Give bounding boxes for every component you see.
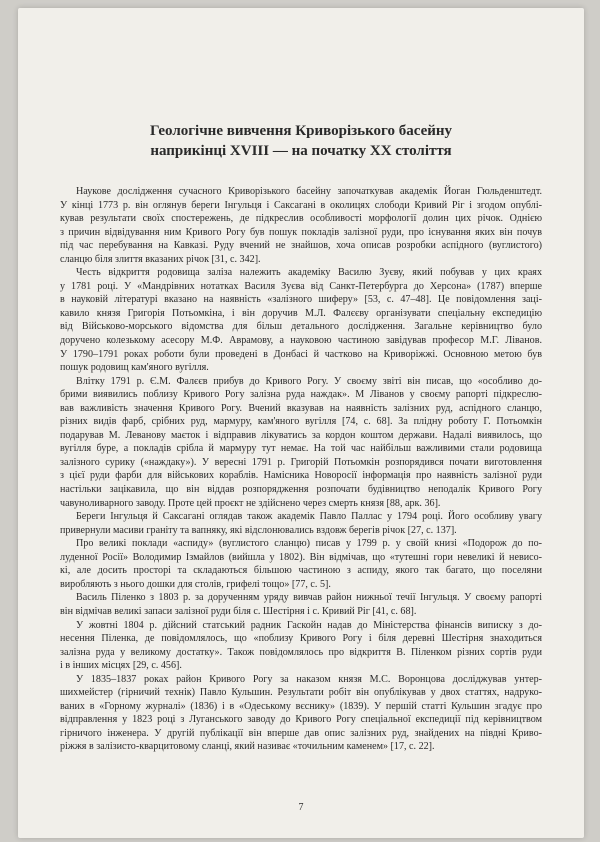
text-line: У 1790–1791 роках роботи були проведені в Донбасі й частково на Криворіжжі. Основною метою був bbox=[60, 348, 542, 360]
text-line: Василь Піленко з 1803 р. за дорученням уряду вивчав район нижньої течії Інгульця. У своєму рапорті bbox=[76, 592, 542, 604]
text-line: У кінці 1773 р. він оглянув береги Інгульця і Саксагані в околицях слободи Кривий Ріг і згодом опублі- bbox=[60, 199, 542, 211]
text-line: сланцю біля злиття вказаних річок [31, с. 342]. bbox=[60, 253, 261, 265]
text-line: різних видів фарб, срібних руд, мармуру, кам'яного вугілля [74, с. 68]. За плідну роботу Г. Потьомкін bbox=[60, 416, 542, 428]
paragraph bbox=[60, 266, 542, 374]
text-line: чавуноливарного заводу. Проте цей проєкт не здійснено через смерть князя [88, арк. 36]. bbox=[60, 497, 441, 509]
text-line: виробляють з нього дошки для столів, грифелі тощо» [77, с. 5]. bbox=[60, 578, 331, 590]
paragraph bbox=[60, 185, 542, 266]
body-text bbox=[60, 185, 542, 754]
chapter-title bbox=[18, 121, 584, 161]
paragraph bbox=[60, 537, 542, 591]
text-line: залізна руда у великому достатку». Також повідомлялось про відкриття В. Піленком різних сортів руди bbox=[60, 646, 542, 658]
text-line: відправлення у 1823 році з Луганського заводу до Кривого Рогу спеціальної експедиції під керівництвом bbox=[60, 714, 542, 726]
text-line: кі, але досить просторі та складаються більшою частиною з аспиду, якого так багато, що поселяни bbox=[60, 565, 542, 577]
page-number: 7 bbox=[298, 802, 304, 813]
text-line: залізного сурику («наждаку»). У вересні 1791 р. Григорій Потьомкін розпорядився почати виготовлення bbox=[60, 456, 542, 468]
text-line: ваних в «Горному журналі» (1836) і в «Одеському вєснику» (1839). У першій статті Кульшин згадує про bbox=[60, 700, 542, 712]
text-line: Честь відкриття родовища заліза належить академіку Василю Зуєву, який побував у цих краях bbox=[76, 267, 542, 279]
book-page bbox=[18, 8, 584, 838]
paragraph bbox=[60, 673, 542, 754]
text-line: і в інших місцях [29, с. 456]. bbox=[60, 660, 182, 672]
paragraph bbox=[60, 619, 542, 673]
text-line: настільки зацікавила, що він віддав розпорядження розпочати будівництво неподалік Кривого Рогу bbox=[60, 484, 542, 496]
text-line: Про великі поклади «аспиду» (вуглистого сланцю) писав у 1799 р. у своїй книзі «Подорож до по- bbox=[76, 538, 542, 550]
text-line: вугілля буре, а покладів срібла й мармуру тут немає. На той час найбільш важливими стали родовища bbox=[60, 443, 542, 455]
text-line: пошук родовищ кам'яного вугілля. bbox=[60, 362, 209, 374]
text-line: він відмічав великі запаси залізної руди біля с. Шестірня і с. Кривий Ріг [41, с. 68]. bbox=[60, 605, 417, 617]
text-line: кавило князя Григорія Потьомкіна, і він доручив М.Л. Фалєєву організувати спеціальну експедицію bbox=[60, 307, 542, 319]
text-line: луденної Росії» Володимир Ізмайлов (вийшла у 1802). Він відмічав, що «тутешні гори невеликі й невисо- bbox=[60, 551, 542, 563]
text-line: У 1835–1837 роках район Кривого Рогу за наказом князя М.С. Воронцова досліджував унтер- bbox=[76, 673, 542, 685]
chapter-title-line-1: Геологічне вивчення Криворізького басейну bbox=[149, 123, 453, 139]
text-line: Береги Інгульця й Саксагані оглядав також академік Павло Паллас у 1794 році. Його особливу увагу bbox=[76, 511, 542, 523]
text-line: У жовтні 1804 р. дійсний статський радник Гаскойн надав до Міністерства фінансів виписку з до- bbox=[76, 619, 542, 631]
text-line: від Військово-морського відомства для більш детального дослідження. Загальне керівництво було bbox=[60, 321, 542, 333]
chapter-title-line-2: наприкінці XVIII — на початку XX століття bbox=[150, 143, 452, 159]
paragraph bbox=[60, 375, 542, 510]
text-line: шихмейстер (гірничий технік) Павло Кульшин. Результати робіт він опублікував у двох статтях, надруко- bbox=[60, 687, 542, 699]
text-line: Влітку 1791 р. Є.М. Фалєєв прибув до Кривого Рогу. У своєму звіті він писав, що «особливо до- bbox=[76, 375, 542, 387]
text-line: Наукове дослідження сучасного Криворізького басейну започаткував академік Йоган Гюльденштедт. bbox=[76, 186, 542, 197]
text-line: з цієї руди фарби для військових кораблів. Намісника Новоросії інформація про наявність залізної руди bbox=[60, 470, 542, 482]
text-line: ріжжя в залізисто-кварцитовому сланці, який називає «точильним каменем» [17, с. 22]. bbox=[60, 741, 435, 753]
text-line: несення Піленка, де повідомлялось, що «поблизу Кривого Рогу і біля деревні Шестірня знаходиться bbox=[60, 633, 542, 645]
text-line: з причин відвідування ним Кривого Рогу був пошук покладів залізної руди, про існування яких він почув bbox=[60, 226, 542, 238]
paragraph bbox=[60, 591, 542, 618]
text-line: доручено колезькому асесору М.Ф. Аврамову, а науковою частиною завідував професор М.Г. Лівaнов. bbox=[60, 335, 542, 347]
text-line: під час перебування на Кавказі. Руду вчений не знайшов, хоча описав розробки аспідного (вуглистого) bbox=[60, 240, 542, 252]
text-line: в науковій літературі вказано на наявність «залізного шиферу» [53, с. 47–48]. Це повідомлення заці- bbox=[60, 294, 542, 306]
text-line: привернули масиви граніту та вапняку, які відслонювались вздовж берегів річок [27, с. 137]. bbox=[60, 524, 457, 536]
text-line: кував результати своїх спостережень, де підкреслив особливості морфології долин цих річок. Однією bbox=[60, 213, 542, 225]
text-line: брими виявились поблизу Кривого Рогу залізна руда наждак». М Лівaнов у своєму рапорті підкреслю- bbox=[60, 389, 542, 401]
text-line: у 1781 році. У «Мандрівних нотатках Василя Зуєва від Санкт-Петербурга до Херсона» (1787) вперше bbox=[60, 280, 542, 292]
text-line: вав важливість значення Кривого Рогу. Вчений вказував на наявність залізних руд, аспідного сланцю, bbox=[60, 402, 542, 414]
text-line: подарував М. Леванову маєток і відправив лікуватись за кордон коштом держави. Надалі виявилось, що bbox=[60, 429, 542, 441]
paragraph bbox=[60, 510, 542, 537]
text-line: гірничого інженера. У другій публікації він вперше дав опис залізних руд, знайдених на півдні Криво- bbox=[60, 727, 542, 739]
